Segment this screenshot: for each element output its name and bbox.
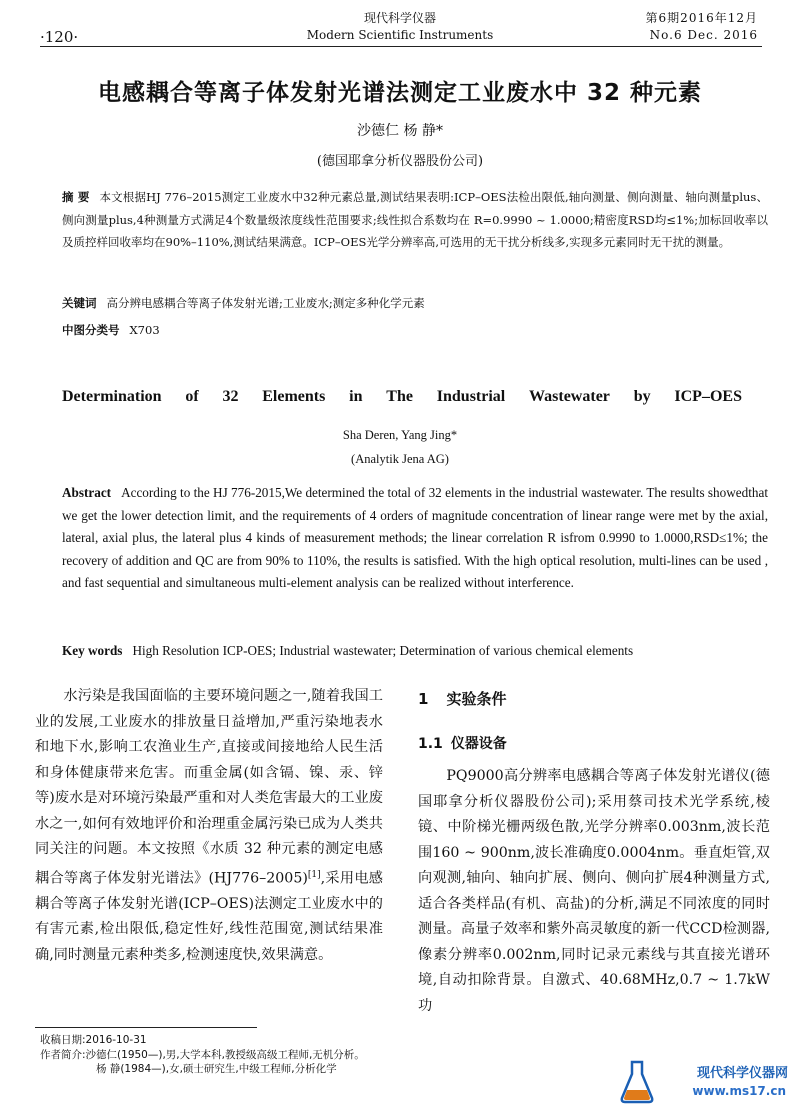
journal-name-cn: 现代科学仪器 bbox=[363, 11, 436, 25]
abstract-cn bbox=[62, 186, 768, 254]
abstract-cn-text: 本文根据HJ 776–2015测定工业废水中32种元素总量,测试结果表明:ICP–OES法检出限低,轴向测量、侧向测量、轴向测量plus、侧向测量plus,4种测量方式满足4个数量级浓度线性范围要求;线性拟合系数均在 R=0.9990 ~ 1.0000;精密度RSD均≤1%;加标回收率以及质控样回收率均在90%–110%,测试结果满意。ICP–OES光学分辨率高,可选用的无干扰分析线多,实现多元素同时无干扰的测量。 bbox=[62, 190, 768, 249]
author-bio-1: 作者简介:沙德仁(1950—),男,大学本科,教授级高级工程师,无机分析。 bbox=[40, 1048, 365, 1061]
section-title: 实验条件 bbox=[446, 690, 507, 708]
site-watermark bbox=[620, 1060, 790, 1106]
title-en-word: 32 bbox=[222, 388, 239, 405]
abstract-en-text: According to the HJ 776-2015,We determined the total of 32 elements in the industrial wastewater. The results showedthat we get the lower detection limit, and the requirements of 4 orders of magnitude concentration of linear range were met by the axial, lateral, axial plus, the lateral plus 4 kinds of measurement methods; the linear correlation R isfrom 0.9990 to 1.0000,RSD≤1%; the recovery of addition and QC are from 90% to 110%, the results is satisfied. With the high optical resolution, multi-lines can be used , and fast sequential and simultaneous multi-element analysis can be realized without interference. bbox=[62, 485, 768, 590]
title-en-word: ICP–OES bbox=[674, 388, 742, 405]
watermark-name: 现代科学仪器网 bbox=[696, 1066, 788, 1081]
title-en-word: Determination bbox=[62, 388, 162, 405]
keywords-en-text: High Resolution ICP-OES; Industrial wastewater; Determination of various chemical elements bbox=[132, 643, 634, 658]
title-en-word: Industrial bbox=[436, 388, 506, 405]
author-bio-2: 杨 静(1984—),女,硕士研究生,中级工程师,分析化学 bbox=[96, 1063, 337, 1075]
header-rule bbox=[40, 46, 762, 47]
title-en-word: Wastewater bbox=[529, 388, 610, 405]
classification-label: 中图分类号 bbox=[62, 323, 120, 337]
title-en-word: in bbox=[349, 388, 363, 405]
authors-en: Sha Deren, Yang Jing* bbox=[342, 428, 458, 442]
paper-title-cn: 电感耦合等离子体发射光谱法测定工业废水中 32 种元素 bbox=[97, 80, 703, 106]
intro-text-2: ,采用电感耦合等离子体发射光谱(ICP–OES)法测定工业废水中的有害元素,检出限低,稳定性好,线性范围宽,测试结果准确,同时测量元素种类多,检测速度快,效果满意。 bbox=[35, 870, 383, 963]
title-en-word: The bbox=[386, 388, 413, 405]
flask-logo-icon bbox=[620, 1060, 654, 1104]
keywords-en bbox=[62, 643, 768, 659]
title-en-word: Elements bbox=[262, 388, 326, 405]
keywords-en-label: Key words bbox=[62, 643, 123, 658]
intro-text-1: 水污染是我国面临的主要环境问题之一,随着我国工业的发展,工业废水的排放量日益增加,严重污染地表水和地下水,影响工农渔业生产,直接或间接地给人民生活和身体健康带来危害。而重金属(如含镉、镍、汞、锌等)废水是对环境污染最严重和对人类危害最大的工业废水之一,如何有效地评价和治理重金属污染已成为人类共同关注的问题。本文按照《水质 32 种元素的测定电感耦合等离子体发射光谱法》(HJ776–2005) bbox=[35, 688, 383, 887]
affiliation-cn: (德国耶拿分析仪器股份公司) bbox=[316, 154, 484, 169]
abstract-en bbox=[62, 482, 768, 595]
citation-ref: [1] bbox=[307, 869, 321, 880]
footnote bbox=[40, 1033, 365, 1077]
subsection-heading-1-1 bbox=[418, 733, 507, 753]
paper-title-en bbox=[62, 388, 742, 406]
footnote-rule bbox=[35, 1027, 257, 1028]
title-en-word: by bbox=[633, 388, 651, 405]
affiliation-en: (Analytik Jena AG) bbox=[351, 452, 449, 466]
section-number: 1 bbox=[418, 690, 429, 708]
page-number: ·120· bbox=[40, 28, 79, 46]
section-heading-1 bbox=[418, 688, 506, 709]
keywords-cn bbox=[62, 295, 768, 311]
classification-value: X703 bbox=[129, 323, 160, 337]
subsection-title: 仪器设备 bbox=[450, 736, 507, 752]
title-en-word: of bbox=[185, 388, 199, 405]
issue-en: No.6 Dec. 2016 bbox=[649, 28, 758, 42]
journal-name-en: Modern Scientific Instruments bbox=[306, 28, 494, 42]
abstract-cn-label: 摘 要 bbox=[62, 190, 90, 204]
issue-cn: 第6期2016年12月 bbox=[645, 11, 758, 25]
issue-info bbox=[646, 10, 758, 44]
abstract-en-label: Abstract bbox=[62, 485, 112, 500]
watermark-url: www.ms17.cn bbox=[692, 1084, 786, 1098]
received-date: 收稿日期:2016-10-31 bbox=[40, 1034, 147, 1046]
subsection-number: 1.1 bbox=[418, 736, 443, 752]
equipment-paragraph: PQ9000高分辨率电感耦合等离子体发射光谱仪(德国耶拿分析仪器股份公司);采用蔡司技术光学系统,棱镜、中阶梯光栅两级色散,光学分辨率0.003nm,波长范围160 ~ 900nm,波长准确度0.0004nm。垂直炬管,双向观测,轴向、轴向扩展、侧向、侧向扩展4种测量方式,适合各类样品(有机、高盐)的分析,满足不同浓度的同时测量。高量子效率和紫外高灵敏度的新一代CCD检测器,像素分辨率0.002nm,同时记录元素线与其直接光谱环境,自动扣除背景。自激式、40.68MHz,0.7 ~ 1.7kW功 bbox=[418, 768, 770, 1014]
classification bbox=[62, 322, 160, 338]
keywords-cn-label: 关键词 bbox=[62, 296, 97, 310]
authors-cn: 沙德仁 杨 静* bbox=[357, 123, 443, 139]
introduction-paragraph bbox=[35, 684, 383, 968]
keywords-cn-text: 高分辨电感耦合等离子体发射光谱;工业废水;测定多种化学元素 bbox=[106, 296, 425, 310]
